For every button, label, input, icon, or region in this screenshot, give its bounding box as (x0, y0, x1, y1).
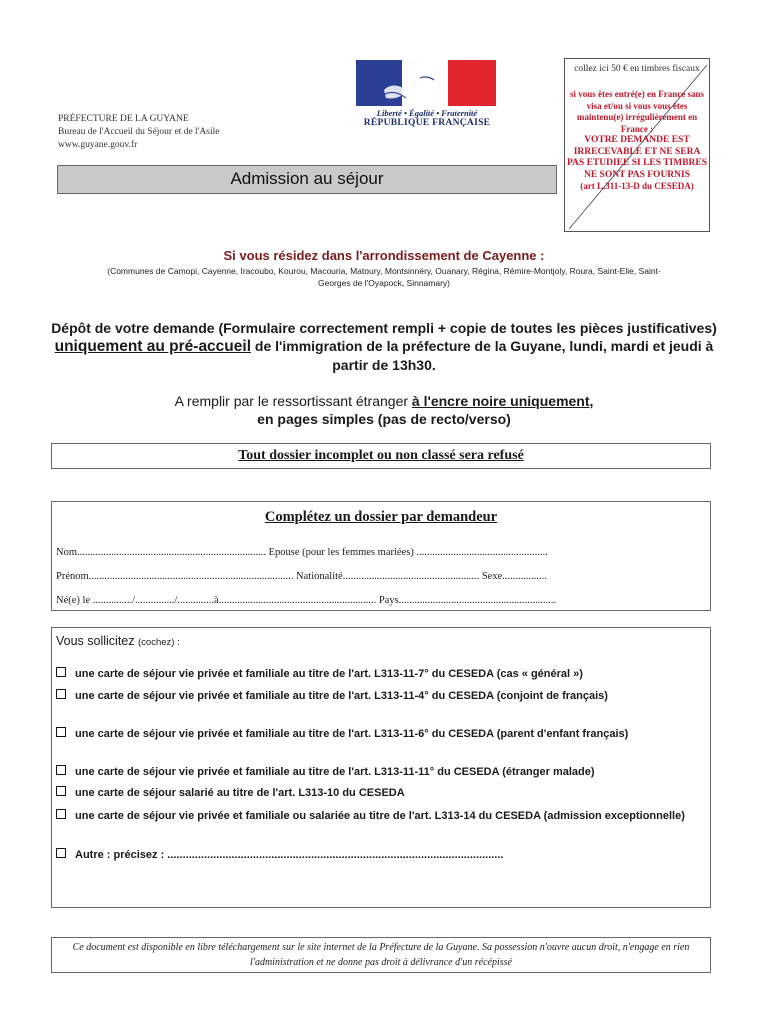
fill-text-1: A remplir par le ressortissant étranger (174, 393, 409, 409)
request-type-box (51, 627, 711, 908)
footer-disclaimer: Ce document est disponible en libre téléchargement sur le site internet de la Préfecture de la Guyane. Sa possession n'ouvre aucun droit, n'engage en rien l'administration et ne donne pas droit à délivrance d'un récépissé (51, 937, 711, 973)
option-exceptional-admission[interactable] (56, 808, 704, 824)
dossier-heading: Complétez un dossier par demandeur (264, 509, 498, 525)
residence-heading: Si vous résidez dans l'arrondissement de Cayenne : (223, 248, 545, 263)
option-spouse-of-french[interactable] (56, 688, 704, 704)
deposit-text-1: Dépôt de votre demande (Formulaire correctement rempli + copie de toutes les pièces justificatives) (51, 320, 717, 336)
fill-text-2: en pages simples (pas de recto/verso) (257, 411, 511, 427)
stamp-article: (art L.311-13-D du CESEDA) (580, 181, 694, 191)
request-heading (56, 634, 180, 648)
birth-date-place-country-field[interactable]: Né(e) le .............../.............../..............à............................................................ Pays............................................................ (56, 595, 557, 606)
option-label: une carte de séjour vie privée et familiale au titre de l'art. L313-11-7° du CESEDA (cas « général ») (75, 668, 583, 680)
option-label: une carte de séjour vie privée et familiale ou salariée au titre de l'art. L313-14 du CESEDA (admission exceptionnelle) (75, 810, 685, 822)
option-employee[interactable] (56, 785, 704, 801)
deposit-instructions (48, 319, 720, 374)
applicant-details-box (51, 501, 711, 611)
option-sick-foreigner[interactable] (56, 764, 704, 780)
fiscal-stamp-box (564, 58, 710, 232)
prefecture-address (58, 113, 219, 152)
checkbox-icon[interactable] (56, 727, 66, 737)
checkbox-icon[interactable] (56, 809, 66, 819)
firstname-nationality-sex-field[interactable]: Prénom.............................................................................. Nationalité.................................................... Sexe................. (56, 571, 547, 582)
deposit-underlined: uniquement au pré-accueil (54, 338, 252, 355)
request-heading-text: Vous sollicitez (56, 634, 135, 648)
checkbox-icon[interactable] (56, 848, 66, 858)
request-heading-note: (cochez) : (138, 637, 180, 648)
prefecture-name: PRÉFECTURE DE LA GUYANE (58, 114, 189, 124)
checkbox-icon[interactable] (56, 786, 66, 796)
fill-instructions (100, 392, 668, 428)
stamp-instruction: collez ici 50 € en timbres fiscaux (574, 64, 700, 74)
checkbox-icon[interactable] (56, 689, 66, 699)
option-label: une carte de séjour vie privée et familiale au titre de l'art. L313-11-6° du CESEDA (parent d'enfant français) (75, 728, 629, 740)
option-label: une carte de séjour salarié au titre de l'art. L313-10 du CESEDA (75, 787, 405, 799)
fill-underlined: à l'encre noire uniquement (411, 393, 590, 409)
communes-list: (Communes de Camopi, Cayenne, Iracoubo, Kourou, Macouria, Matoury, Montsinnéry, Ouanary, Régina, Rémire-Montjoly, Roura, Saint-Elie, Saint-Georges de l'Oyapock, Sinnamary) (107, 266, 661, 288)
page-title: Admission au séjour (57, 165, 557, 194)
stamp-warning: si vous êtes entré(e) en France sans visa et/ou si vous vous êtes maintenu(e) irrégulièrement en France : (570, 89, 704, 134)
stamp-irrecevable: VOTRE DEMANDE EST IRRECEVABLE ET NE SERA PAS ETUDIEE SI LES TIMBRES NE SONT PAS FOURNIS (566, 135, 708, 180)
republic-motto: Liberté • Égalité • Fraternité (376, 108, 478, 118)
website: www.guyane.gouv.fr (58, 140, 138, 150)
fill-comma: , (589, 393, 594, 409)
incomplete-notice: Tout dossier incomplet ou non classé sera refusé (51, 443, 711, 469)
checkbox-icon[interactable] (56, 667, 66, 677)
option-label: une carte de séjour vie privée et familiale au titre de l'art. L313-11-4° du CESEDA (conjoint de français) (75, 690, 608, 702)
option-other[interactable] (56, 847, 704, 863)
deposit-text-2: de l'immigration de la préfecture de la Guyane, lundi, mardi et jeudi à partir de 13h30. (254, 338, 714, 373)
option-parent-of-french-child[interactable] (56, 726, 704, 742)
republic-logo (356, 60, 498, 128)
option-label: une carte de séjour vie privée et familiale au titre de l'art. L313-11-11° du CESEDA (étranger malade) (75, 766, 595, 778)
name-spouse-field[interactable]: Nom........................................................................ Epouse (pour les femmes mariées) .................................................. (56, 547, 548, 558)
option-general[interactable] (56, 666, 704, 682)
stamp-diagonal-line (565, 59, 710, 232)
republic-name: RÉPUBLIQUE FRANÇAISE (363, 118, 491, 128)
option-label: Autre : précisez : .............................................................................................................. (75, 849, 504, 861)
marianne-flag-logo (356, 60, 494, 105)
bureau-name: Bureau de l'Accueil du Séjour et de l'Asile (58, 127, 220, 137)
checkbox-icon[interactable] (56, 765, 66, 775)
